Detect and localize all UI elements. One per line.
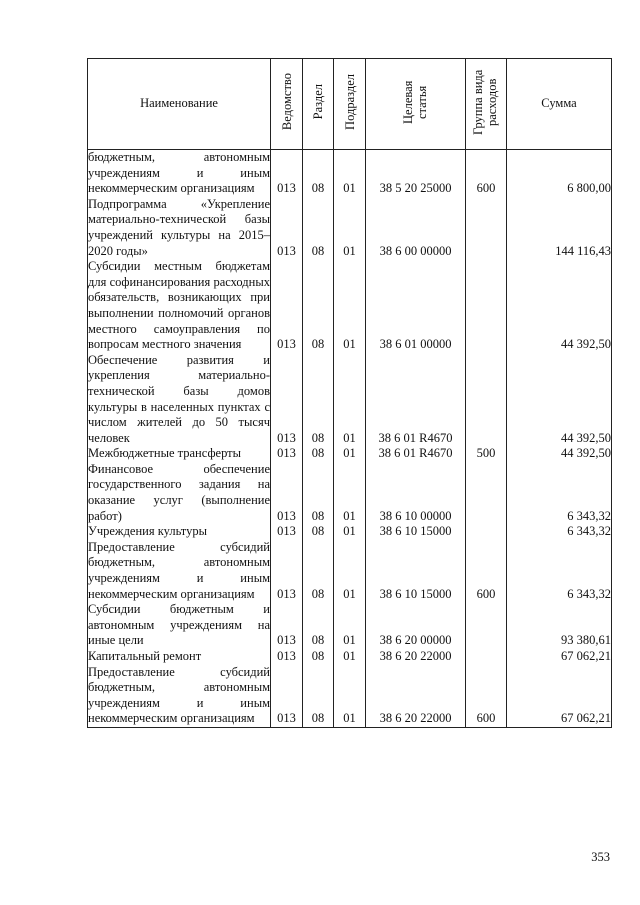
row-group	[466, 602, 507, 649]
table-row	[88, 462, 612, 524]
row-dept: 013	[271, 602, 303, 649]
row-dept: 013	[271, 665, 303, 728]
row-subsection: 01	[334, 446, 366, 462]
row-sum: 44 392,50	[507, 353, 612, 447]
row-subsection: 01	[334, 353, 366, 447]
row-name: Субсидии бюджетным и автономным учреждениям на иные цели	[88, 602, 270, 648]
row-subsection: 01	[334, 665, 366, 728]
row-section: 08	[303, 540, 334, 602]
row-sum: 6 343,32	[507, 462, 612, 524]
row-section: 08	[303, 462, 334, 524]
table-row	[88, 150, 612, 197]
row-dept: 013	[271, 446, 303, 462]
row-section: 08	[303, 446, 334, 462]
table-row	[88, 524, 612, 540]
header-dept: Ведомство	[271, 59, 303, 150]
row-dept: 013	[271, 524, 303, 540]
row-sum: 144 116,43	[507, 197, 612, 259]
row-section: 08	[303, 649, 334, 665]
row-section: 08	[303, 259, 334, 353]
row-group	[466, 462, 507, 524]
row-group	[466, 353, 507, 447]
row-subsection: 01	[334, 150, 366, 197]
row-subsection: 01	[334, 540, 366, 602]
page-number: 353	[591, 850, 610, 864]
row-name: Предоставление субсидий бюджетным, автономным учреждениям и иным некоммерческим организациям	[88, 665, 271, 728]
header-target: Целевая статья	[366, 59, 466, 150]
table-row	[88, 197, 612, 259]
row-sum: 67 062,21	[507, 665, 612, 728]
header-name: Наименование	[88, 59, 271, 150]
row-subsection: 01	[334, 462, 366, 524]
row-section: 08	[303, 197, 334, 259]
table-row	[88, 649, 612, 665]
row-group: 600	[466, 150, 507, 197]
row-name: Обеспечение развития и укрепления материально-технической базы домов культуры в населенных пунктах с числом жителей до 50 тысяч человек	[88, 352, 270, 445]
row-target: 38 5 20 25000	[366, 150, 466, 197]
row-sum: 44 392,50	[507, 446, 612, 462]
row-name: Учреждения культуры	[88, 524, 271, 540]
budget-table	[87, 58, 612, 728]
row-name: Субсидии местным бюджетам для софинансирования расходных обязательств, возникающих при выполнении полномочий органов местного самоуправления по вопросам местного значения	[88, 259, 270, 352]
row-group	[466, 524, 507, 540]
row-target: 38 6 20 00000	[366, 602, 466, 649]
row-group: 500	[466, 446, 507, 462]
row-group: 600	[466, 665, 507, 728]
table-row	[88, 353, 612, 447]
row-target: 38 6 00 00000	[366, 197, 466, 259]
row-name: Подпрограмма «Укрепление материально-технической базы учреждений культуры на 2015–2020 годы»	[88, 196, 270, 258]
row-sum: 44 392,50	[507, 259, 612, 353]
row-sum: 6 343,32	[507, 524, 612, 540]
row-dept: 013	[271, 259, 303, 353]
row-subsection: 01	[334, 649, 366, 665]
header-section: Раздел	[303, 59, 334, 150]
table-row	[88, 540, 612, 602]
row-section: 08	[303, 665, 334, 728]
row-dept: 013	[271, 462, 303, 524]
row-target: 38 6 20 22000	[366, 665, 466, 728]
row-name: Межбюджетные трансферты	[88, 446, 271, 462]
row-group: 600	[466, 540, 507, 602]
row-target: 38 6 10 00000	[366, 462, 466, 524]
row-dept: 013	[271, 649, 303, 665]
table-row	[88, 602, 612, 649]
header-group: Группа вида расходов	[466, 59, 507, 150]
row-sum: 93 380,61	[507, 602, 612, 649]
table-row	[88, 259, 612, 353]
table-body	[88, 150, 612, 728]
row-section: 08	[303, 524, 334, 540]
row-section: 08	[303, 150, 334, 197]
row-group	[466, 259, 507, 353]
row-name: Капитальный ремонт	[88, 649, 271, 665]
row-section: 08	[303, 602, 334, 649]
row-name: бюджетным, автономным учреждениям и иным некоммерческим организациям	[88, 150, 270, 196]
row-group	[466, 649, 507, 665]
row-dept: 013	[271, 197, 303, 259]
row-sum: 67 062,21	[507, 649, 612, 665]
row-target: 38 6 01 R4670	[366, 446, 466, 462]
row-sum: 6 800,00	[507, 150, 612, 197]
table-row	[88, 665, 612, 728]
row-dept: 013	[271, 150, 303, 197]
header-sum: Сумма	[507, 59, 612, 150]
row-subsection: 01	[334, 259, 366, 353]
row-target: 38 6 01 R4670	[366, 353, 466, 447]
row-group	[466, 197, 507, 259]
row-target: 38 6 10 15000	[366, 540, 466, 602]
row-dept: 013	[271, 540, 303, 602]
row-target: 38 6 20 22000	[366, 649, 466, 665]
row-section: 08	[303, 353, 334, 447]
header-subsection: Подраздел	[334, 59, 366, 150]
row-subsection: 01	[334, 602, 366, 649]
row-target: 38 6 01 00000	[366, 259, 466, 353]
row-sum: 6 343,32	[507, 540, 612, 602]
table-row	[88, 446, 612, 462]
row-name: Финансовое обеспечение государственного задания на оказание услуг (выполнение работ)	[88, 461, 270, 523]
row-dept: 013	[271, 353, 303, 447]
row-target: 38 6 10 15000	[366, 524, 466, 540]
row-name: Предоставление субсидий бюджетным, автономным учреждениям и иным некоммерческим организациям	[88, 539, 270, 601]
row-subsection: 01	[334, 197, 366, 259]
table-header-row	[88, 59, 612, 150]
row-subsection: 01	[334, 524, 366, 540]
